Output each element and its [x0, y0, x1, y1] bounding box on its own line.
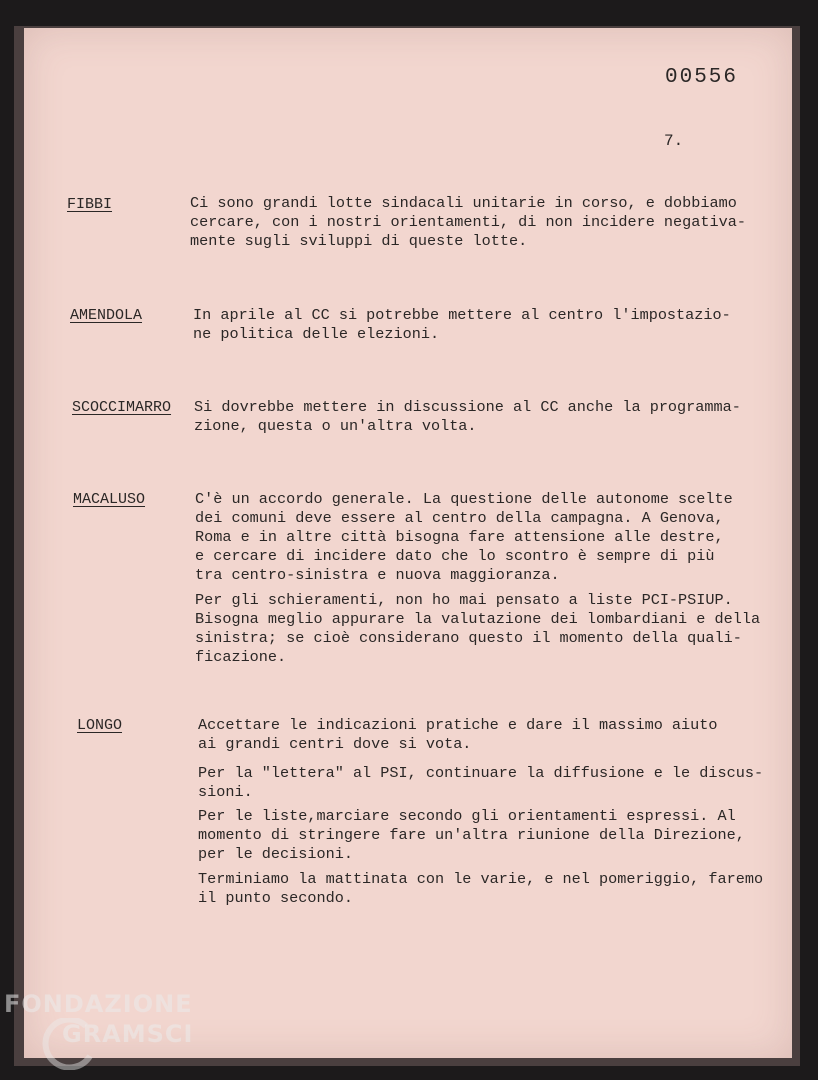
speech-paragraph: Per la "lettera" al PSI, continuare la diffusione e le discus- sioni.	[198, 764, 764, 801]
speaker-name: AMENDOLA	[70, 307, 143, 324]
document-page	[24, 28, 792, 1058]
speech-paragraph: Per le liste,marciare secondo gli orientamenti espressi. Al momento di stringere fare un'altra riunione della Direzione, per le decisioni.	[198, 807, 745, 863]
speaker-name: SCOCCIMARRO	[72, 399, 172, 416]
speech-paragraph: Accettare le indicazioni pratiche e dare il massimo aiuto ai grandi centri dove si vota.	[198, 716, 718, 753]
page-number: 7.	[664, 132, 684, 150]
document-number: 00556	[664, 66, 738, 89]
watermark-line2: GRAMSCI	[62, 1020, 194, 1048]
speech-paragraph: In aprile al CC si potrebbe mettere al centro l'impostazio- ne politica delle elezioni.	[193, 306, 731, 343]
speaker-name: FIBBI	[67, 196, 113, 213]
watermark-logo-icon	[34, 1018, 94, 1070]
speech-paragraph: Si dovrebbe mettere in discussione al CC anche la programma- zione, questa o un'altra volta.	[194, 398, 741, 435]
speaker-name: LONGO	[77, 717, 123, 734]
watermark-line1: FONDAZIONE	[4, 990, 193, 1018]
fondazione-gramsci-watermark	[4, 990, 204, 1070]
speech-paragraph: Terminiamo la mattinata con le varie, e nel pomeriggio, faremo il punto secondo.	[198, 870, 764, 907]
speaker-name: MACALUSO	[73, 491, 146, 508]
speech-paragraph: Per gli schieramenti, non ho mai pensato a liste PCI-PSIUP. Bisogna meglio appurare la valutazione dei lombardiani e della sinistra; se cioè considerano questo il momento della quali- ficazione.	[195, 591, 761, 666]
speech-paragraph: Ci sono grandi lotte sindacali unitarie in corso, e dobbiamo cercare, con i nostri orientamenti, di non incidere negativa- mente sugli sviluppi di queste lotte.	[190, 194, 746, 250]
speech-paragraph: C'è un accordo generale. La questione delle autonome scelte dei comuni deve essere al centro della campagna. A Genova, Roma e in altre città bisogna fare attensione alle destre, e cercare di incidere dato che lo scontro è sempre di più tra centro-sinistra e nuova maggioranza.	[195, 490, 733, 584]
